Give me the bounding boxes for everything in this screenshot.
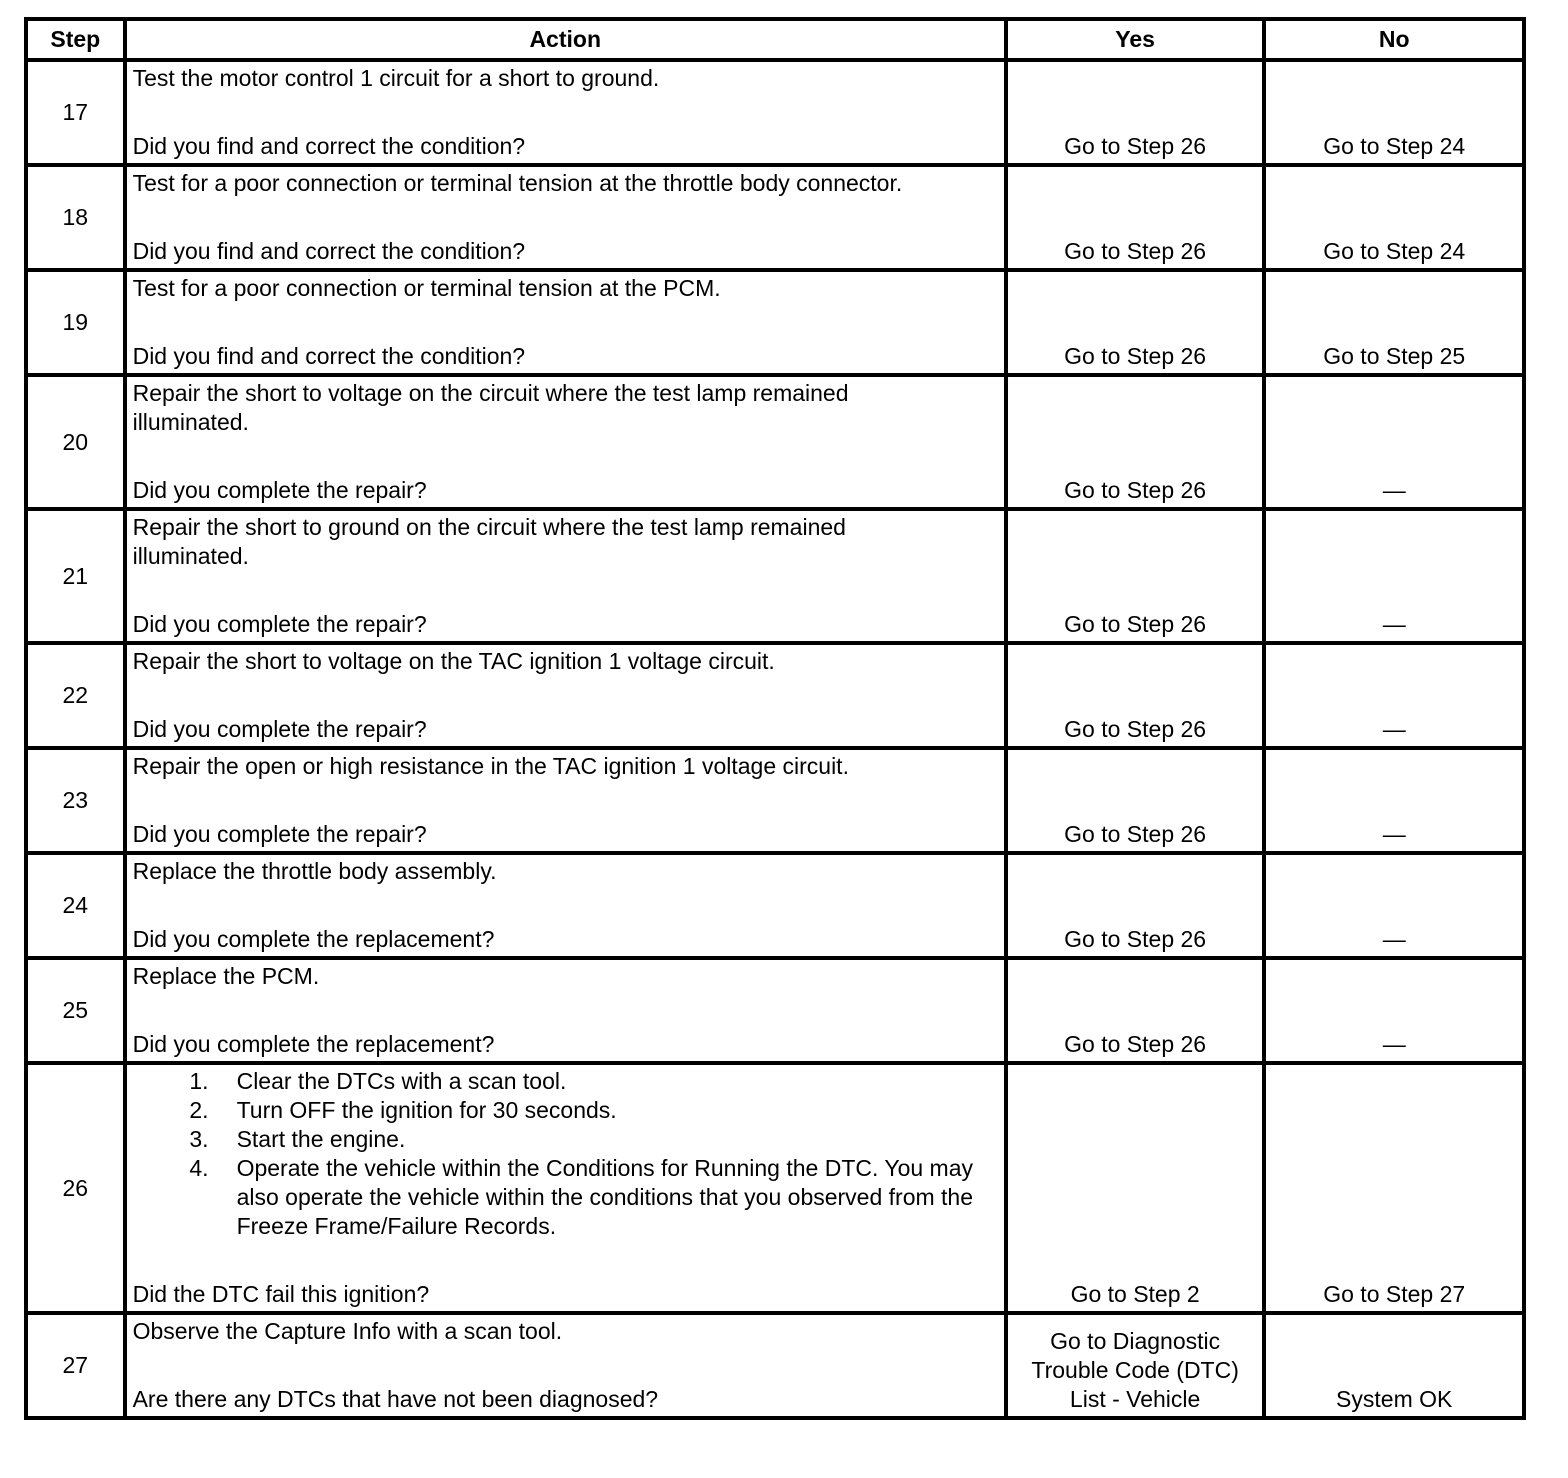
action-text: Replace the throttle body assembly. xyxy=(132,858,497,884)
action-content xyxy=(133,379,998,507)
yes-result: Go to Diagnostic Trouble Code (DTC) List - Vehicle xyxy=(1006,1313,1265,1418)
procedure-item-text: Start the engine. xyxy=(236,1126,406,1152)
action-content xyxy=(133,857,998,956)
action-text: Replace the PCM. xyxy=(132,963,320,989)
action-content xyxy=(133,513,998,641)
procedure-item-text: Turn OFF the ignition for 30 seconds. xyxy=(236,1097,617,1123)
table-row xyxy=(26,60,1524,165)
no-result: — xyxy=(1264,509,1524,643)
step-number: 24 xyxy=(26,853,125,958)
action-cell xyxy=(125,270,1006,375)
table-row xyxy=(26,1063,1524,1313)
step-number: 21 xyxy=(26,509,125,643)
procedure-item xyxy=(133,1154,998,1241)
yes-result: Go to Step 26 xyxy=(1006,509,1265,643)
action-text: Repair the short to voltage on the TAC ignition 1 voltage circuit. xyxy=(132,648,775,674)
yes-result: Go to Step 2 xyxy=(1006,1063,1265,1313)
no-result: — xyxy=(1264,853,1524,958)
procedure-list xyxy=(133,1067,998,1241)
action-question: Did you complete the repair? xyxy=(132,611,427,637)
procedure-item-text: Operate the vehicle within the Conditions for Running the DTC. You may also operate the vehicle within the conditions that you observed from the Freeze Frame/Failure Records. xyxy=(236,1155,974,1239)
action-question: Did you complete the repair? xyxy=(132,821,427,847)
table-row xyxy=(26,643,1524,748)
action-question: Did you find and correct the condition? xyxy=(132,133,526,159)
procedure-item-number: 3. xyxy=(189,1126,209,1152)
no-result: — xyxy=(1264,748,1524,853)
procedure-item-text: Clear the DTCs with a scan tool. xyxy=(236,1068,567,1094)
action-question: Did you complete the replacement? xyxy=(132,1031,495,1057)
procedure-item xyxy=(133,1096,998,1125)
action-content xyxy=(133,647,998,746)
yes-result: Go to Step 26 xyxy=(1006,165,1265,270)
yes-result: Go to Step 26 xyxy=(1006,643,1265,748)
header-action: Action xyxy=(125,19,1006,60)
table-row xyxy=(26,270,1524,375)
action-question: Did you find and correct the condition? xyxy=(132,343,526,369)
procedure-item xyxy=(133,1067,998,1096)
table-row xyxy=(26,958,1524,1063)
action-content xyxy=(133,752,998,851)
action-question: Are there any DTCs that have not been diagnosed? xyxy=(132,1386,659,1412)
action-question: Did you complete the repair? xyxy=(132,477,427,503)
action-cell xyxy=(125,643,1006,748)
action-content xyxy=(133,962,998,1061)
step-number: 25 xyxy=(26,958,125,1063)
action-content xyxy=(133,1067,998,1311)
action-question: Did you complete the replacement? xyxy=(132,926,495,952)
header-no: No xyxy=(1264,19,1524,60)
no-result: System OK xyxy=(1264,1313,1524,1418)
procedure-item-number: 4. xyxy=(189,1155,209,1181)
table-row xyxy=(26,509,1524,643)
header-step: Step xyxy=(26,19,125,60)
action-text: Test the motor control 1 circuit for a short to ground. xyxy=(132,65,660,91)
step-number: 19 xyxy=(26,270,125,375)
step-number: 27 xyxy=(26,1313,125,1418)
yes-result: Go to Step 26 xyxy=(1006,60,1265,165)
procedure-item xyxy=(133,1125,998,1154)
action-text: Test for a poor connection or terminal tension at the throttle body connector. xyxy=(132,170,903,196)
diagnostic-table xyxy=(24,17,1526,1420)
action-cell xyxy=(125,853,1006,958)
step-number: 20 xyxy=(26,375,125,509)
table-row xyxy=(26,748,1524,853)
action-text: Observe the Capture Info with a scan tool. xyxy=(132,1318,563,1344)
action-question: Did you find and correct the condition? xyxy=(132,238,526,264)
action-content xyxy=(133,1317,998,1416)
yes-result: Go to Step 26 xyxy=(1006,270,1265,375)
action-cell xyxy=(125,509,1006,643)
no-result: Go to Step 24 xyxy=(1264,60,1524,165)
procedure-item-number: 2. xyxy=(189,1097,209,1123)
header-row xyxy=(26,19,1524,60)
action-text: Repair the open or high resistance in the TAC ignition 1 voltage circuit. xyxy=(132,753,849,779)
action-cell xyxy=(125,1063,1006,1313)
action-question: Did you complete the repair? xyxy=(132,716,427,742)
step-number: 22 xyxy=(26,643,125,748)
action-cell xyxy=(125,748,1006,853)
no-result: — xyxy=(1264,958,1524,1063)
no-result: Go to Step 24 xyxy=(1264,165,1524,270)
action-cell xyxy=(125,1313,1006,1418)
action-cell xyxy=(125,165,1006,270)
yes-result: Go to Step 26 xyxy=(1006,375,1265,509)
yes-result: Go to Step 26 xyxy=(1006,853,1265,958)
action-cell xyxy=(125,375,1006,509)
table-row xyxy=(26,1313,1524,1418)
table-row xyxy=(26,375,1524,509)
table-row xyxy=(26,853,1524,958)
step-number: 18 xyxy=(26,165,125,270)
no-result: — xyxy=(1264,375,1524,509)
action-cell xyxy=(125,60,1006,165)
no-result: — xyxy=(1264,643,1524,748)
diagnostic-table-container xyxy=(24,17,1526,1420)
procedure-item-number: 1. xyxy=(189,1068,209,1094)
yes-result: Go to Step 26 xyxy=(1006,748,1265,853)
action-content xyxy=(133,274,998,373)
step-number: 17 xyxy=(26,60,125,165)
header-yes: Yes xyxy=(1006,19,1265,60)
step-number: 26 xyxy=(26,1063,125,1313)
no-result: Go to Step 27 xyxy=(1264,1063,1524,1313)
action-text: Repair the short to ground on the circuit where the test lamp remained illuminated. xyxy=(132,514,846,569)
table-row xyxy=(26,165,1524,270)
action-cell xyxy=(125,958,1006,1063)
action-text: Test for a poor connection or terminal tension at the PCM. xyxy=(132,275,721,301)
yes-result: Go to Step 26 xyxy=(1006,958,1265,1063)
action-question: Did the DTC fail this ignition? xyxy=(132,1281,430,1307)
action-content xyxy=(133,64,998,163)
step-number: 23 xyxy=(26,748,125,853)
no-result: Go to Step 25 xyxy=(1264,270,1524,375)
action-content xyxy=(133,169,998,268)
action-text: Repair the short to voltage on the circuit where the test lamp remained illuminated. xyxy=(132,380,849,435)
